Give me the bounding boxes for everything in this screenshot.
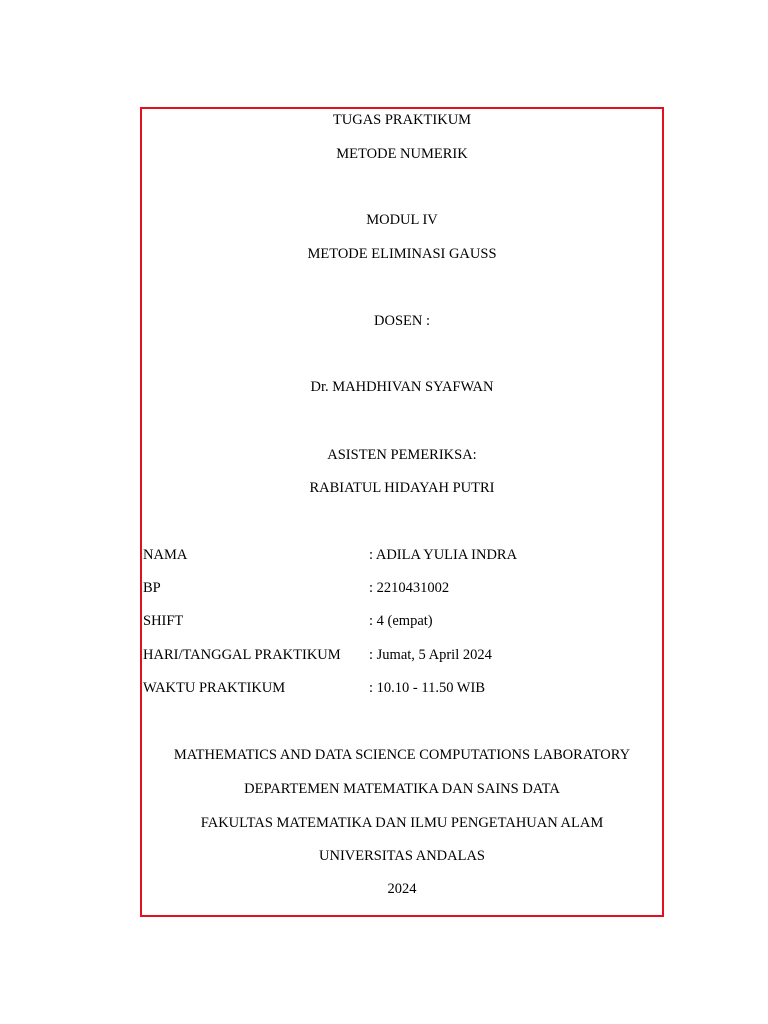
identity-label: BP [143,580,161,596]
lecturer-name: Dr. MAHDHIVAN SYAFWAN [310,379,494,395]
identity-value: : 2210431002 [369,580,450,596]
university-name: UNIVERSITAS ANDALAS [319,848,485,864]
identity-value: : 10.10 - 11.50 WIB [369,680,485,696]
assistant-label: ASISTEN PEMERIKSA: [327,447,477,463]
year: 2024 [387,881,417,897]
document-type-title: TUGAS PRAKTIKUM [332,112,472,128]
module-number: MODUL IV [366,212,438,228]
identity-label: WAKTU PRAKTIKUM [143,680,286,696]
identity-value: : Jumat, 5 April 2024 [369,647,492,663]
lecturer-label: DOSEN : [374,313,430,329]
lab-name: MATHEMATICS AND DATA SCIENCE COMPUTATIONS LABORATORY [173,747,631,763]
cover-page-frame [140,107,664,917]
identity-label: HARI/TANGGAL PRAKTIKUM [143,647,341,663]
identity-value: : 4 (empat) [369,613,433,629]
department-name: DEPARTEMEN MATEMATIKA DAN SAINS DATA [244,781,560,797]
identity-label: SHIFT [143,613,184,629]
course-title: METODE NUMERIK [336,146,468,162]
faculty-name: FAKULTAS MATEMATIKA DAN ILMU PENGETAHUAN ALAM [200,815,604,831]
identity-value: : ADILA YULIA INDRA [369,547,518,563]
module-title: METODE ELIMINASI GAUSS [307,246,497,262]
assistant-name: RABIATUL HIDAYAH PUTRI [309,480,495,496]
identity-label: NAMA [143,547,188,563]
